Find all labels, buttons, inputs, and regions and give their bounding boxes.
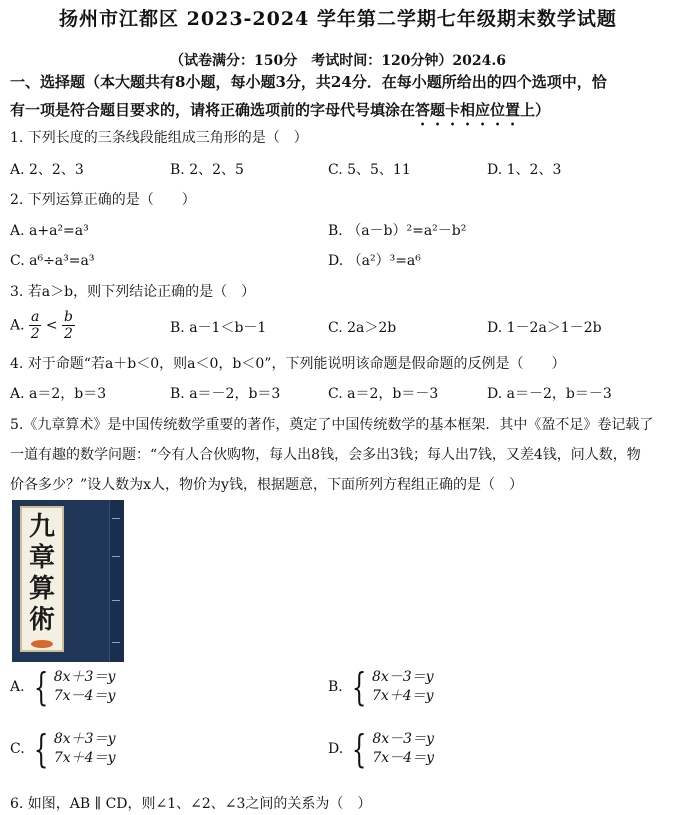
q3-relation: < — [45, 317, 58, 334]
q5-line-3: 价各多少？”设人数为x人，物价为y钱，根据题意，下面所列方程组正确的是（ ） — [10, 477, 523, 493]
q4-option-c[interactable]: C. a＝2，b＝－3 — [328, 386, 439, 402]
q1-option-b[interactable]: B. 2、2、5 — [170, 162, 244, 178]
q3-option-b[interactable]: B. a－1＜b－1 — [170, 320, 267, 336]
book-title-char: 章 — [28, 543, 55, 573]
question-6-stem: 6. 如图，AB ∥ CD，则∠1、∠2、∠3之间的关系为（ ） — [10, 796, 372, 812]
q5-option-d[interactable]: D. { 8x－3＝y 7x－4＝y — [328, 727, 434, 771]
book-seal — [31, 640, 53, 648]
section-1-line2 — [10, 96, 670, 129]
book-title-char: 九 — [28, 512, 55, 542]
q5-b-eq1: 8x－3＝y — [371, 669, 434, 685]
question-2-stem: 2. 下列运算正确的是（ ） — [10, 192, 196, 208]
q5-a-eq1: 8x＋3＝y — [53, 669, 116, 685]
section-1-line2-end: 上） — [520, 101, 551, 119]
section-1-line1: 一、选择题（本大题共有8小题，每小题3分，共24分．在每小题所给出的四个选项中，恰 — [10, 73, 607, 91]
q5-c-eq1: 8x＋3＝y — [53, 731, 116, 747]
q3-option-d[interactable]: D. 1－2a＞1－2b — [487, 320, 602, 336]
q3-option-a-label: A. — [10, 317, 25, 334]
q5-option-b[interactable]: B. { 8x－3＝y 7x＋4＝y — [328, 665, 434, 709]
jiuzhang-suanshu-book-image — [12, 500, 124, 662]
q2-option-c[interactable]: C. a⁶÷a³=a³ — [10, 253, 95, 269]
q5-d-eq1: 8x－3＝y — [372, 731, 434, 747]
q2-option-d[interactable]: D. （a²）³=a⁶ — [328, 253, 421, 269]
q4-option-b[interactable]: B. a＝－2，b＝3 — [170, 386, 281, 402]
question-3-stem: 3. 若a＞b，则下列结论正确的是（ ） — [10, 284, 256, 300]
q1-option-c[interactable]: C. 5、5、11 — [328, 162, 411, 178]
q5-option-a[interactable]: A. { 8x＋3＝y 7x－4＝y — [10, 665, 116, 709]
q5-line-1: 5.《九章算术》是中国传统数学重要的著作，奠定了中国传统数学的基本框架．其中《盈不足》卷记载了 — [10, 417, 654, 433]
q3-option-c[interactable]: C. 2a＞2b — [328, 320, 397, 336]
q5-option-c-label: C. — [10, 741, 25, 757]
q3-fraction-left: $\frac{a}{2}$ — [30, 309, 40, 342]
q1-option-d[interactable]: D. 1、2、3 — [487, 162, 562, 178]
q5-c-eq2: 7x＋4＝y — [53, 750, 116, 766]
section-1-heading — [10, 68, 670, 129]
q4-option-a[interactable]: A. a＝2，b＝3 — [10, 386, 107, 402]
q5-b-eq2: 7x＋4＝y — [371, 688, 434, 704]
q3-option-a[interactable] — [10, 309, 75, 342]
q5-option-d-label: D. — [328, 741, 344, 757]
q5-line-2: 一道有趣的数学问题：“今有人合伙购物，每人出8钱，会多出3钱；每人出7钱，又差4钱，问人数，物 — [10, 447, 641, 463]
q5-option-c[interactable]: C. { 8x＋3＝y 7x＋4＝y — [10, 727, 116, 771]
book-spine — [109, 500, 124, 662]
section-1-emphasis-text: 答题卡相应位置 — [415, 101, 521, 119]
book-title-char: 術 — [28, 605, 55, 635]
question-4-stem: 4. 对于命题“若a＋b＜0，则a＜0，b＜0”，下列能说明该命题是假命题的反例是（ ） — [10, 356, 566, 372]
question-1-stem: 1. 下列长度的三条线段能组成三角形的是（ ） — [10, 130, 308, 146]
q1-option-a[interactable]: A. 2、2、3 — [10, 162, 84, 178]
book-title-label — [20, 506, 64, 652]
question-5-stem — [10, 410, 670, 500]
q5-a-eq2: 7x－4＝y — [53, 688, 116, 704]
q2-option-a[interactable]: A. a+a²=a³ — [10, 223, 89, 239]
section-1-line2-text: 有一项是符合题目要求的，请将正确选项前的字母代号填涂在 — [10, 101, 416, 119]
q2-option-b[interactable]: B. （a－b）²=a²－b² — [328, 223, 467, 239]
q5-option-a-label: A. — [10, 679, 25, 695]
book-title-char: 算 — [28, 574, 55, 604]
q3-fraction-right: $\frac{b}{2}$ — [64, 309, 73, 342]
exam-title: 扬州市江都区 2023-2024 学年第二学期七年级期末数学试题 — [59, 8, 617, 30]
q5-option-b-label: B. — [328, 679, 343, 695]
q5-d-eq2: 7x－4＝y — [372, 750, 434, 766]
q4-option-d[interactable]: D. a＝－2，b＝－3 — [487, 386, 612, 402]
exam-subtitle: （试卷满分：150分 考试时间：120分钟）2024.6 — [169, 53, 507, 69]
